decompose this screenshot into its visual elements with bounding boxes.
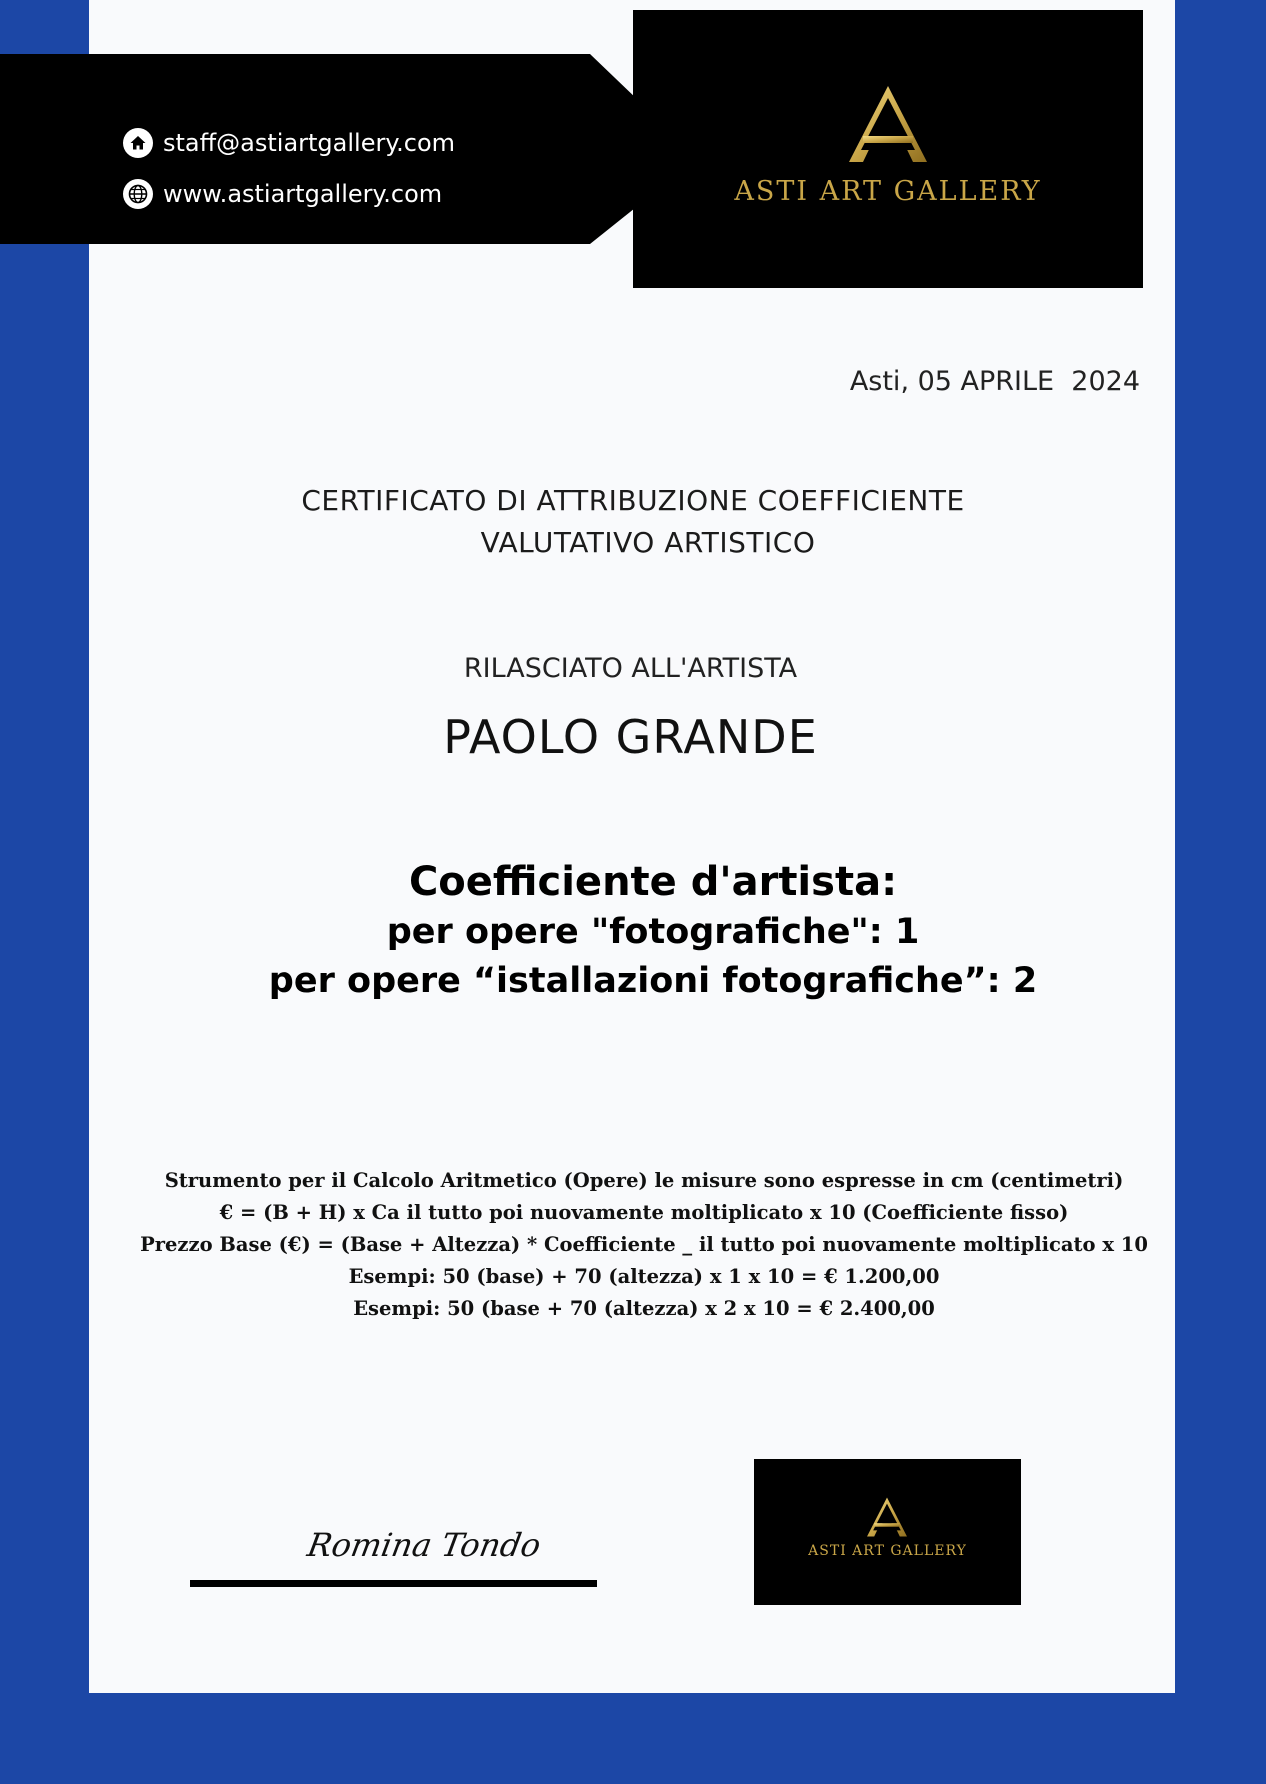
- website-text[interactable]: www.astiartgallery.com: [163, 180, 443, 208]
- calc-line: € = (B + H) x Ca il tutto poi nuovamente moltiplicato x 10 (Coefficiente fisso): [219, 1201, 1069, 1224]
- gallery-name-small: ASTI ART GALLERY: [808, 1543, 967, 1559]
- coefficient-photo: per opere "fotografiche": 1: [386, 912, 920, 952]
- coefficient-heading: Coefficiente d'artista:: [408, 859, 898, 905]
- gallery-logo-footer: [754, 1459, 1021, 1605]
- coefficient-block: [0, 856, 1266, 1006]
- calculation-notes: [0, 1165, 1266, 1325]
- globe-icon: [123, 179, 153, 209]
- gallery-name: ASTI ART GALLERY: [734, 176, 1042, 207]
- gallery-logo-mark-icon: [847, 84, 929, 164]
- issued-to-label: [0, 653, 1266, 684]
- gallery-logo-header: [633, 10, 1143, 288]
- title-line-1: CERTIFICATO DI ATTRIBUZIONE COEFFICIENTE: [301, 484, 965, 517]
- gallery-logo-mark-icon: [866, 1496, 908, 1538]
- issued-to-text: RILASCIATO ALL'ARTISTA: [463, 653, 798, 684]
- calc-line: Prezzo Base (€) = (Base + Altezza) * Coefficiente _ il tutto poi nuovamente moltiplicato x 10: [140, 1233, 1148, 1256]
- signature-line: [190, 1580, 597, 1587]
- email-row: [123, 128, 455, 158]
- issue-date: Asti, 05 APRILE 2024: [849, 366, 1140, 397]
- title-line-2: VALUTATIVO ARTISTICO: [480, 526, 816, 559]
- signature: Romina Tondo: [304, 1526, 544, 1564]
- calc-line: Esempi: 50 (base) + 70 (altezza) x 1 x 10 = € 1.200,00: [348, 1265, 940, 1288]
- website-row: [123, 179, 442, 209]
- email-text[interactable]: staff@astiartgallery.com: [163, 129, 456, 157]
- calc-line: Strumento per il Calcolo Aritmetico (Opere) le misure sono espresse in cm (centimetri): [164, 1169, 1124, 1192]
- calc-line: Esempi: 50 (base + 70 (altezza) x 2 x 10 = € 2.400,00: [353, 1297, 935, 1320]
- artist-name: [0, 710, 1266, 764]
- certificate-title: [0, 480, 1266, 564]
- home-icon: [123, 128, 153, 158]
- artist-name-text: PAOLO GRANDE: [443, 710, 818, 764]
- coefficient-installation: per opere “istallazioni fotografiche”: 2: [268, 961, 1038, 1001]
